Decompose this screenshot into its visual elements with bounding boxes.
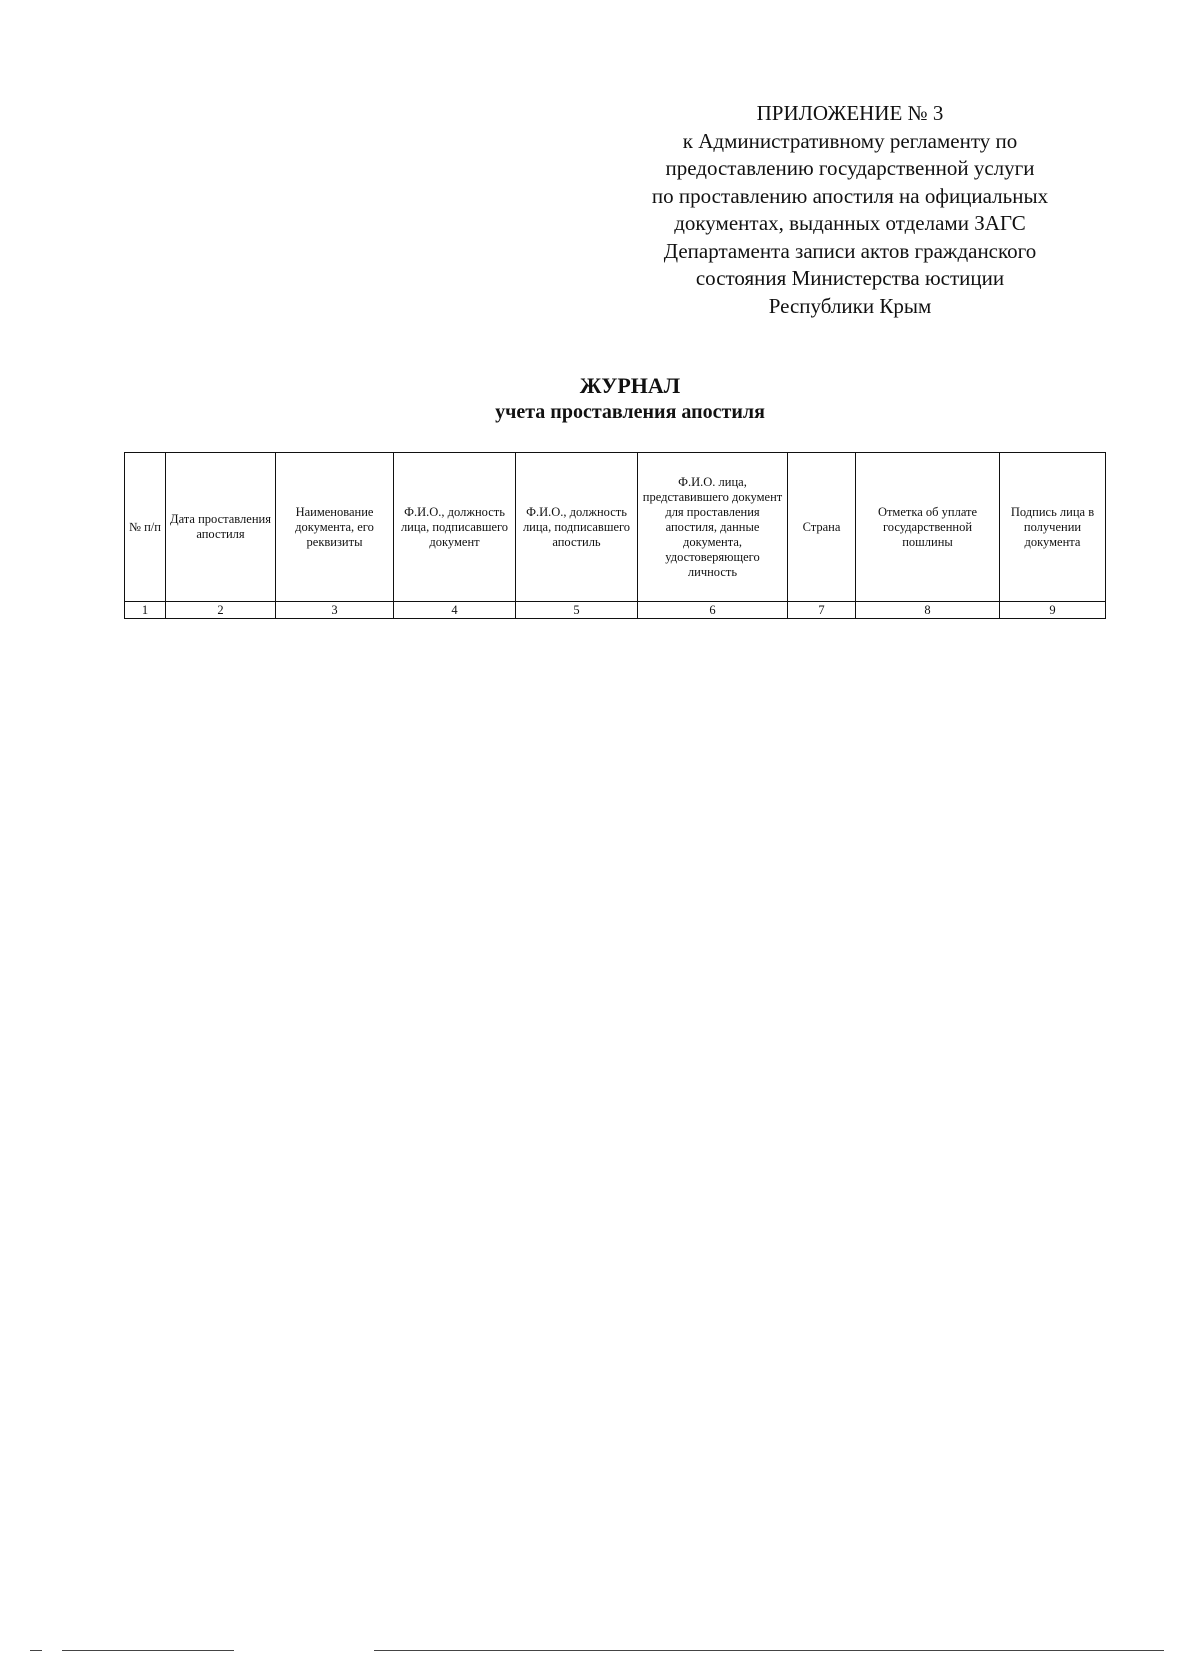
journal-subtitle: учета проставления апостиля xyxy=(495,401,765,423)
journal-title: ЖУРНАЛ xyxy=(579,373,681,398)
journal-numbering-row xyxy=(125,602,1106,619)
footer-rule-right xyxy=(374,1650,1164,1651)
column-number-5: 5 xyxy=(516,602,638,619)
appendix-line-3: предоставлению государственной услуги xyxy=(665,156,1035,180)
footer-rule-short xyxy=(30,1650,42,1651)
appendix-line-2: к Административному регламенту по xyxy=(682,128,1018,153)
journal-header-row xyxy=(125,453,1106,602)
footer-rule-left xyxy=(62,1650,234,1651)
column-number-6: 6 xyxy=(638,602,788,619)
column-header-fee: Отметка об уплате государственной пошлины xyxy=(856,453,1000,602)
appendix-line-4: по проставлению апостиля на официальных xyxy=(651,183,1049,208)
appendix-line-5: документах, выданных отделами ЗАГС xyxy=(674,211,1026,235)
column-number-7: 7 xyxy=(788,602,856,619)
appendix-line-8: Республики Крым xyxy=(768,293,932,318)
column-header-applicant: Ф.И.О. лица, представившего документ для проставления апостиля, данные документа, удостоверяющего личность xyxy=(638,453,788,602)
appendix-line-6: Департамента записи актов гражданского xyxy=(663,238,1037,263)
column-header-document-signer: Ф.И.О., должность лица, подписавшего документ xyxy=(394,453,516,602)
column-number-9: 9 xyxy=(1000,602,1106,619)
journal-table xyxy=(124,452,1106,619)
column-number-1: 1 xyxy=(125,602,166,619)
column-header-apostille-signer: Ф.И.О., должность лица, подписавшего апостиль xyxy=(516,453,638,602)
column-header-document: Наименование документа, его реквизиты xyxy=(276,453,394,602)
column-number-8: 8 xyxy=(856,602,1000,619)
column-number-2: 2 xyxy=(166,602,276,619)
column-number-4: 4 xyxy=(394,602,516,619)
appendix-line-1: ПРИЛОЖЕНИЕ № 3 xyxy=(756,101,944,125)
column-header-country: Страна xyxy=(788,453,856,602)
column-header-number: № п/п xyxy=(125,453,166,602)
appendix-line-7: состояния Министерства юстиции xyxy=(695,266,1005,290)
journal-title-block xyxy=(300,372,960,426)
column-number-3: 3 xyxy=(276,602,394,619)
appendix-caption xyxy=(620,100,1080,320)
column-header-date: Дата проставления апостиля xyxy=(166,453,276,602)
column-header-signature: Подпись лица в получении документа xyxy=(1000,453,1106,602)
